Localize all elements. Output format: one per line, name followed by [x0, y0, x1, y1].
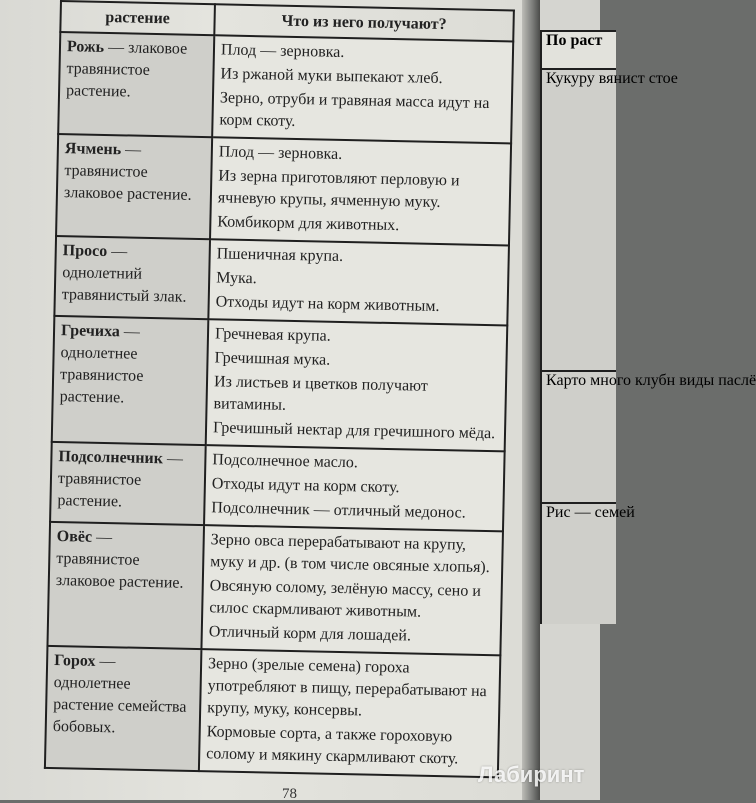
plant-description: — злаковое травянистое растение. — [65, 38, 188, 101]
right-table-cell-3: Рис — семей — [540, 502, 616, 624]
book-gutter — [522, 0, 540, 800]
table-row — [47, 522, 502, 655]
plant-name: Подсолнечник — [58, 448, 164, 468]
crops-table — [44, 0, 515, 778]
product-line: Отходы идут на корм скоту. — [211, 475, 400, 497]
product-line: Гречневая крупа. — [214, 325, 331, 345]
product-line: Отходы идут на корм животным. — [215, 293, 440, 316]
plant-name: Горох — [53, 652, 96, 670]
product-line: Зерно, отруби и травяная масса идут на корм скоту. — [219, 89, 490, 130]
plant-name: Гречиха — [60, 322, 121, 341]
plant-name-cell — [54, 236, 210, 319]
products-cell — [208, 239, 509, 325]
plant-name: Просо — [62, 242, 108, 261]
table-row — [45, 646, 500, 777]
plant-name-cell — [58, 32, 214, 137]
plant-name-cell — [45, 646, 202, 771]
book-page-right — [540, 0, 756, 800]
table-row — [56, 134, 511, 245]
product-line: Плод — зерновка. — [218, 143, 343, 163]
product-line: Мука. — [216, 269, 257, 288]
table-row — [58, 32, 513, 143]
product-line: Зерно овса перерабатывают на крупу, муку и др. (в том числе овсяные хлопья). — [210, 531, 490, 577]
plant-description: — травянистое злаковое растение. — [63, 141, 192, 204]
plant-name-cell — [52, 316, 209, 445]
product-line: Из ржаной муки выпекают хлеб. — [220, 65, 443, 88]
plant-name: Рожь — [66, 38, 105, 56]
plant-description: — травянистое злаковое растение. — [55, 528, 184, 592]
products-cell — [204, 445, 505, 531]
products-cell — [199, 649, 500, 777]
product-line: Из листьев и цветков получают витамины. — [213, 373, 429, 414]
products-cell — [201, 525, 503, 655]
header-plant: растение — [60, 1, 215, 35]
plant-name-cell — [56, 134, 212, 239]
products-cell — [206, 319, 508, 451]
plant-name: Овёс — [56, 528, 93, 546]
plant-name: Ячмень — [64, 140, 122, 159]
product-line: Зерно (зрелые семена) гороха употребляют в пищу, перерабатывают на крупу, муку, консервы. — [207, 655, 487, 720]
plant-description: — травянистое растение. — [57, 450, 184, 511]
right-table-header: По раст — [540, 30, 616, 72]
product-line: Гречишная мука. — [214, 349, 331, 369]
plant-name-cell — [47, 522, 204, 649]
products-cell — [212, 35, 513, 143]
header-products: Что из него получают? — [214, 4, 514, 41]
table-row — [50, 442, 505, 531]
table-row — [52, 316, 508, 451]
product-line: Подсолнечник — отличный медонос. — [211, 499, 466, 522]
product-line: Пшеничная крупа. — [216, 245, 344, 265]
plant-description: — однолетнее травянистое растение. — [59, 323, 144, 407]
right-table-cell-2: Карто много клубн виды паслё — [540, 370, 616, 502]
page-number: 78 — [282, 786, 297, 802]
table-row — [54, 236, 509, 325]
products-cell — [210, 137, 511, 245]
plant-name-cell — [50, 442, 206, 525]
product-line: Кормовые сорта, а также гороховую солому и мякину скармливают скоту. — [206, 723, 459, 768]
plant-description: — однолетнее растение семейства бобовых. — [52, 652, 187, 737]
product-line: Из зерна приготовляют перловую и ячневую крупы, ячменную муку. — [217, 167, 460, 212]
watermark-logo: Лабиринт — [478, 762, 585, 787]
product-line: Плод — зерновка. — [220, 41, 345, 61]
product-line: Овсяную солому, зелёную массу, сено и силос скармливают животным. — [209, 577, 482, 621]
product-line: Комбикорм для животных. — [217, 213, 400, 235]
product-line: Подсолнечное масло. — [212, 451, 359, 472]
right-table-cell-1: Кукуру вянист стое — [540, 68, 616, 370]
product-line: Гречишный нектар для гречишного мёда. — [212, 419, 496, 443]
product-line: Отличный корм для лошадей. — [208, 623, 412, 645]
plant-description: — однолетний травянистый злак. — [61, 243, 187, 306]
